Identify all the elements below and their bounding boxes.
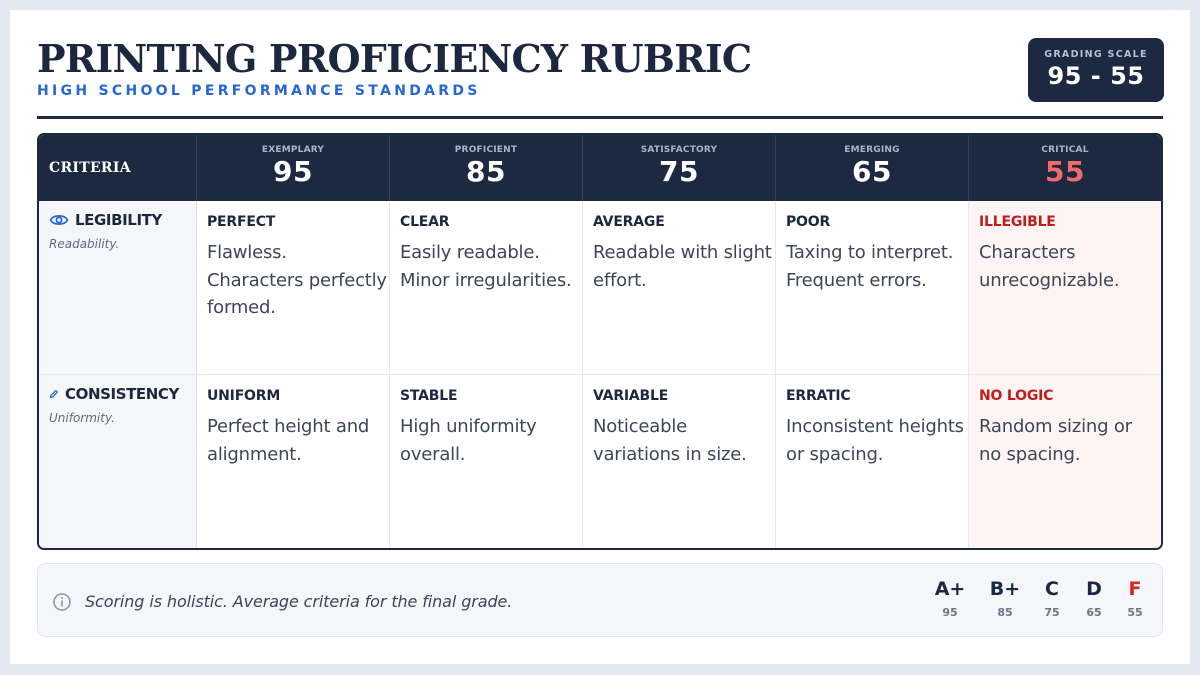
- cell-description: Noticeable variations in size.: [593, 416, 747, 465]
- grade-b-plus: [979, 578, 1031, 619]
- rubric-table: [37, 133, 1163, 550]
- cell-description: Taxing to interpret. Frequent errors.: [786, 242, 954, 291]
- level-score: 85: [466, 155, 506, 188]
- rubric-cell-critical: [979, 388, 1159, 468]
- info-icon: [52, 592, 72, 612]
- grading-scale-value: 95 - 55: [1047, 62, 1145, 90]
- grade-letter: F: [1128, 578, 1142, 600]
- cell-description: Flawless. Characters perfectly formed.: [207, 242, 387, 318]
- cell-description: Easily readable. Minor irregularities.: [400, 242, 572, 291]
- pencil-icon: [49, 389, 59, 399]
- rubric-cell: [786, 388, 966, 468]
- cell-label: ILLEGIBLE: [979, 214, 1056, 230]
- level-score: 55: [1045, 155, 1085, 188]
- cell-label: AVERAGE: [593, 214, 665, 230]
- rubric-cell: [400, 214, 580, 294]
- criterion-description: Uniformity.: [49, 411, 115, 425]
- grade-score: 85: [997, 606, 1013, 619]
- level-label: PROFICIENT: [454, 145, 518, 155]
- cell-description: Inconsistent heights or spacing.: [786, 416, 964, 465]
- cell-description: High uniformity overall.: [400, 416, 537, 465]
- level-header-critical: [968, 135, 1161, 201]
- rubric-cell: [786, 214, 966, 294]
- grade-score: 55: [1127, 606, 1143, 619]
- criteria-header: CRITERIA: [49, 160, 131, 176]
- grade-letter: B+: [989, 578, 1021, 600]
- rubric-card: [10, 10, 1190, 664]
- grade-score: 65: [1086, 606, 1102, 619]
- cell-description: Characters unrecognizable.: [979, 242, 1120, 291]
- scoring-footer: [37, 563, 1163, 637]
- cell-description: Readable with slight effort.: [593, 242, 772, 291]
- level-label: EMERGING: [844, 145, 900, 155]
- rubric-cell: [207, 388, 387, 468]
- grade-f: [1109, 578, 1161, 619]
- cell-label: UNIFORM: [207, 388, 281, 404]
- page-title: PRINTING PROFICIENCY RUBRIC: [37, 36, 752, 81]
- rubric-header-row: [39, 135, 1161, 201]
- criterion-name: LEGIBILITY: [75, 211, 162, 229]
- grade-score: 95: [942, 606, 958, 619]
- cell-label: CLEAR: [400, 214, 450, 230]
- grade-letter: C: [1045, 578, 1059, 600]
- scoring-note: Scoring is holistic. Average criteria for the final grade.: [85, 592, 513, 611]
- grade-letter: A+: [934, 578, 966, 600]
- rubric-cell: [593, 214, 773, 294]
- cell-label: STABLE: [400, 388, 458, 404]
- grade-a-plus: [924, 578, 976, 619]
- cell-description: Perfect height and alignment.: [207, 416, 370, 465]
- level-score: 95: [273, 155, 313, 188]
- rubric-cell: [400, 388, 580, 468]
- page-subtitle: HIGH SCHOOL PERFORMANCE STANDARDS: [37, 83, 481, 99]
- rubric-cell: [207, 214, 387, 322]
- level-score: 65: [852, 155, 892, 188]
- level-header-satisfactory: [582, 135, 775, 201]
- cell-label: NO LOGIC: [979, 388, 1054, 404]
- criterion-legibility: [49, 211, 162, 229]
- eye-icon: [49, 213, 69, 227]
- row-divider: [39, 374, 1161, 375]
- level-score: 75: [659, 155, 699, 188]
- grading-scale-label: GRADING SCALE: [1044, 49, 1148, 60]
- criterion-consistency: [49, 385, 179, 403]
- grade-letter: D: [1086, 578, 1102, 600]
- rubric-cell-critical: [979, 214, 1159, 294]
- cell-label: VARIABLE: [593, 388, 669, 404]
- level-header-emerging: [775, 135, 968, 201]
- criterion-description: Readability.: [49, 237, 120, 251]
- level-label: CRITICAL: [1041, 145, 1089, 155]
- rubric-cell: [593, 388, 773, 468]
- grade-score: 75: [1044, 606, 1060, 619]
- level-header-proficient: [389, 135, 582, 201]
- level-label: SATISFACTORY: [640, 145, 718, 155]
- level-header-exemplary: [196, 135, 389, 201]
- criterion-name: CONSISTENCY: [65, 385, 180, 403]
- header-divider: [37, 116, 1163, 119]
- cell-label: ERRATIC: [786, 388, 851, 404]
- cell-label: POOR: [786, 214, 831, 230]
- cell-label: PERFECT: [207, 214, 276, 230]
- level-label: EXEMPLARY: [261, 145, 325, 155]
- cell-description: Random sizing or no spacing.: [979, 416, 1132, 465]
- grading-scale-badge: [1028, 38, 1164, 102]
